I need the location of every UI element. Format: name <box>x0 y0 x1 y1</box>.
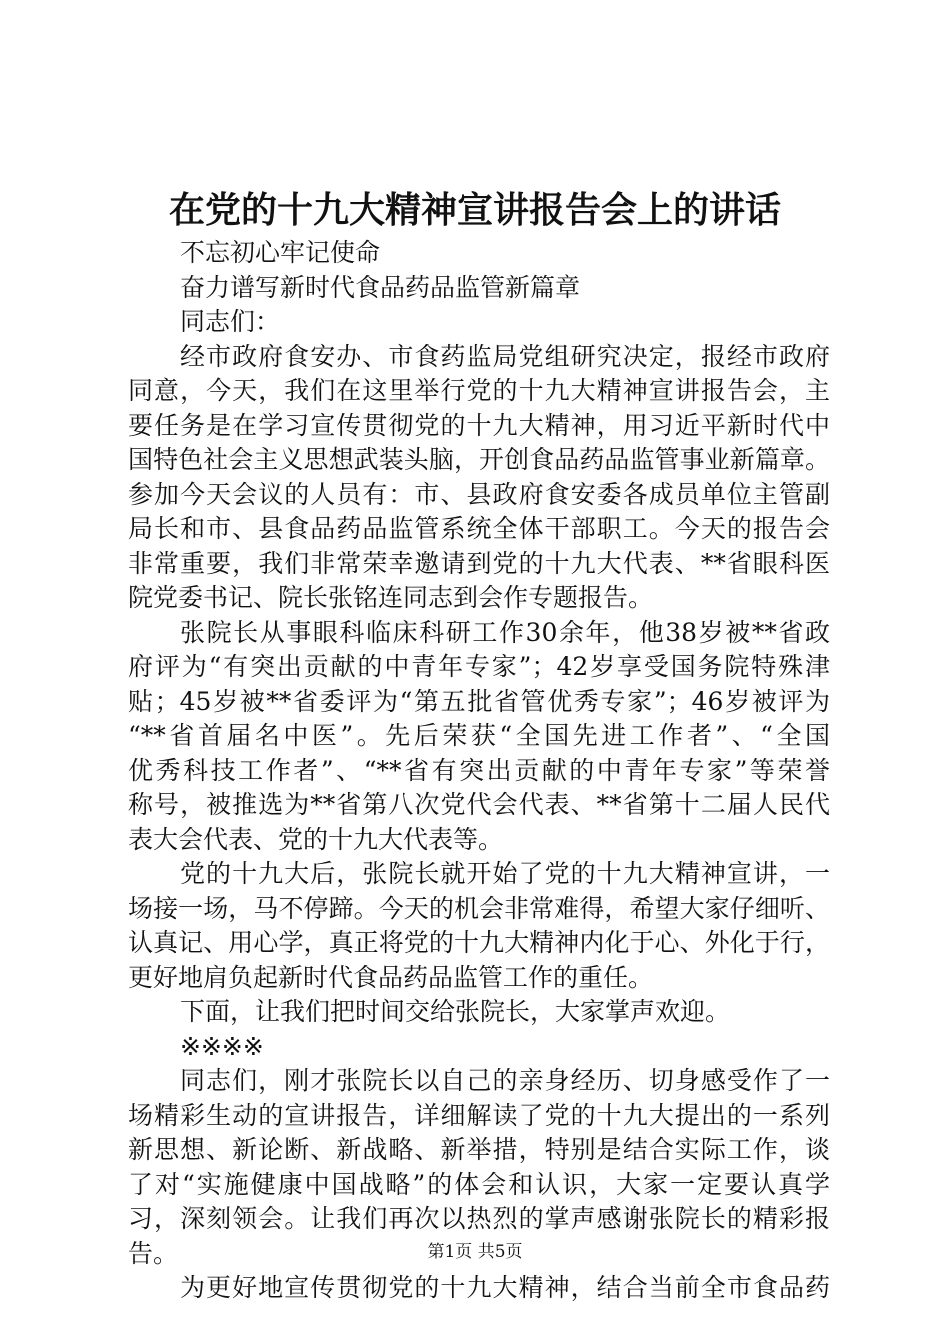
text-line: 场精彩生动的宣讲报告，详细解读了党的十九大提出的一系列 <box>128 1100 830 1130</box>
text-line: 为更好地宣传贯彻党的十九大精神，结合当前全市食品药 <box>180 1273 830 1302</box>
text-line: 下面，让我们把时间交给张院长，大家掌声欢迎。 <box>180 997 731 1026</box>
text-line: 党的十九大后，张院长就开始了党的十九大精神宣讲，一 <box>180 859 830 888</box>
text-line: 局长和市、县食品药品监管系统全体干部职工。今天的报告会 <box>128 514 830 543</box>
text-line: 习，深刻领会。让我们再次以热烈的掌声感谢张院长的精彩报 <box>128 1204 830 1233</box>
page-footer: 第1页 共5页 <box>427 1242 523 1262</box>
text-line: 国特色社会主义思想武装头脑，开创食品药品监管事业新篇章。 <box>128 445 830 474</box>
text-line: 要任务是在学习宣传贯彻党的十九大精神，用习近平新时代中 <box>128 410 830 440</box>
text-line: 优秀科技工作者”、“**省有突出贡献的中青年专家”等荣誉 <box>128 755 830 785</box>
text-line: 不忘初心牢记使命 <box>180 238 381 267</box>
text-line: 认真记、用心学，真正将党的十九大精神内化于心、外化于行， <box>128 928 830 957</box>
document-body <box>128 236 830 1306</box>
text-line: 更好地肩负起新时代食品药品监管工作的重任。 <box>128 962 654 992</box>
text-line: 表大会代表、党的十九大代表等。 <box>128 824 504 854</box>
document-title: 在党的十九大精神宣讲报告会上的讲话 <box>168 189 781 231</box>
text-line: 称号，被推选为**省第八次党代会代表、**省第十二届人民代 <box>128 790 830 819</box>
text-line: 了对“实施健康中国战略”的体会和认识，大家一定要认真学 <box>128 1169 830 1199</box>
text-line: 奋力谱写新时代食品药品监管新篇章 <box>180 272 581 302</box>
text-line: 新思想、新论断、新战略、新举措，特别是结合实际工作，谈 <box>128 1135 830 1164</box>
text-line: 院党委书记、院长张铭连同志到会作专题报告。 <box>128 583 654 612</box>
text-line: 同志们，刚才张院长以自己的亲身经历、切身感受作了一 <box>180 1066 830 1095</box>
text-line: ※※※※ <box>180 1031 264 1061</box>
text-line: 告。 <box>128 1238 179 1268</box>
text-line: 贴；45岁被**省委评为“第五批省管优秀专家”；46岁被评为 <box>128 686 830 716</box>
text-line: 经市政府食安办、市食药监局党组研究决定，报经市政府 <box>180 341 830 371</box>
text-line: 非常重要，我们非常荣幸邀请到党的十九大代表、**省眼科医 <box>128 548 830 578</box>
text-line: 府评为“有突出贡献的中青年专家”；42岁享受国务院特殊津 <box>128 652 830 681</box>
text-line: 同志们： <box>180 307 281 336</box>
text-line: 张院长从事眼科临床科研工作30余年，他38岁被**省政 <box>180 617 830 647</box>
text-line: 场接一场，马不停蹄。今天的机会非常难得，希望大家仔细听、 <box>128 893 830 923</box>
text-line: “**省首届名中医”。先后荣获“全国先进工作者”、“全国 <box>128 721 830 750</box>
text-line: 同意，今天，我们在这里举行党的十九大精神宣讲报告会，主 <box>128 376 830 405</box>
text-line: 参加今天会议的人员有：市、县政府食安委各成员单位主管副 <box>128 479 830 509</box>
